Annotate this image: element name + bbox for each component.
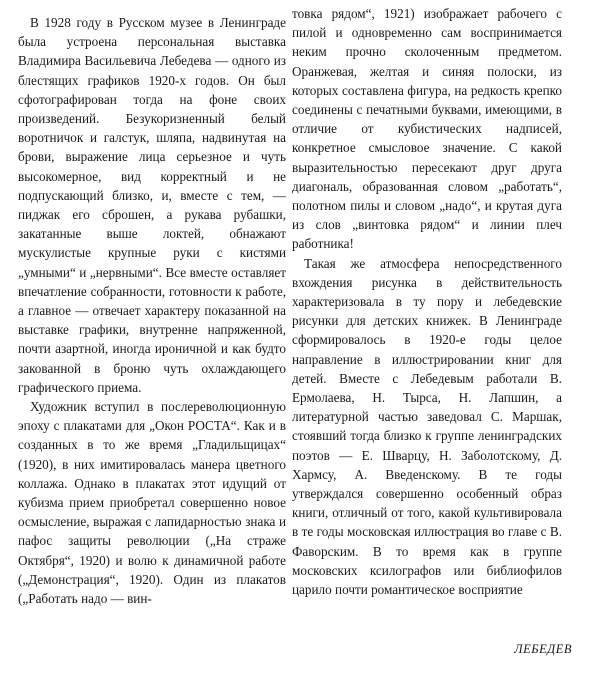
paragraph: Художник вступил в послереволюционную эпоху с плакатами для „Окон РОСТА“. Как и в созданных в то же время „Гладильщицах“ (1920), в них имитировалась манера цветного коллажа. Однако в плакатах этот идущий от кубизма прием приобретал совершенно новое осмысление, выражая с лапидарностью знака и пафос защиты революции („На страже Октября“, 1920) и волю к динамичной работе („Демонстрация“, 1920). Один из плакатов („Работать надо — вин- (18, 399, 286, 607)
text-column-left (18, 13, 286, 608)
paragraph: В 1928 году в Русском музее в Ленинграде была устроена персональная выставка Владимира Васильевича Лебедева — одного из блестящих графиков 1920-х годов. Он был сфотографирован тогда на фоне своих произведений. Безукоризненный белый воротничок и галстук, шляпа, надвинутая на брови, выражение лица серьезное и чуть высокомерное, вид корректный и не подпускающий близко, и, вместе с тем, — пиджак его сброшен, а рукава рубашки, закатанные выше локтей, обнажают мускулистые крупные руки с кистями „умными“ и „нервными“. Все вместе оставляет впечатление собранности, готовности к работе, а главное — отвечает характеру показанной на выставке графики, внутренне напряженной, почти азартной, иногда ироничной и как будто закованной в броню чуть охлаждающего графического приема. (18, 15, 286, 395)
paragraph-continued: товка рядом“, 1921) изображает рабочего с пилой и одновременно сам воспринимается неким прочно сколоченным предметом. Оранжевая, желтая и синяя полоски, из которых составлена фигура, на редкость крепко соединены с печатными буквами, имеющими, в отличие от кубистических надписей, конкретное смысловое значение. С какой выразительностью пересекают друг друга диагональ, образованная словом „работать“, полотном пилы и словом „надо“, и крутая дуга из слов „винтовка рядом“ и линии плеч работника! (292, 6, 562, 252)
paragraph: Такая же атмосфера непосредственного вхождения рисунка в действительность характеризовала в ту пору и лебедевские рисунки для детских книжек. В Ленинграде сформировалось в 1920-е годы целое направление в иллюстрировании книг для детей. Вместе с Лебедевым работали В. Ермолаева, Н. Тырса, Н. Лапшин, а литературной частью заведовал С. Маршак, стоявший тогда близко к группе ленинградских поэтов — Е. Шварцу, Н. Заболотскому, Д. Хармсу, А. Введенскому. В те годы утверждался совершенно особенный образ книги, отличный от того, какой культивировала в те годы московская иллюстрация во главе с В. Фаворским. В то время как в группе московских ксилографов или библиофилов царило почти романтическое восприятие (292, 255, 562, 598)
text-column-right (292, 4, 562, 599)
running-title: ЛЕБЕДЕВ (514, 642, 572, 656)
